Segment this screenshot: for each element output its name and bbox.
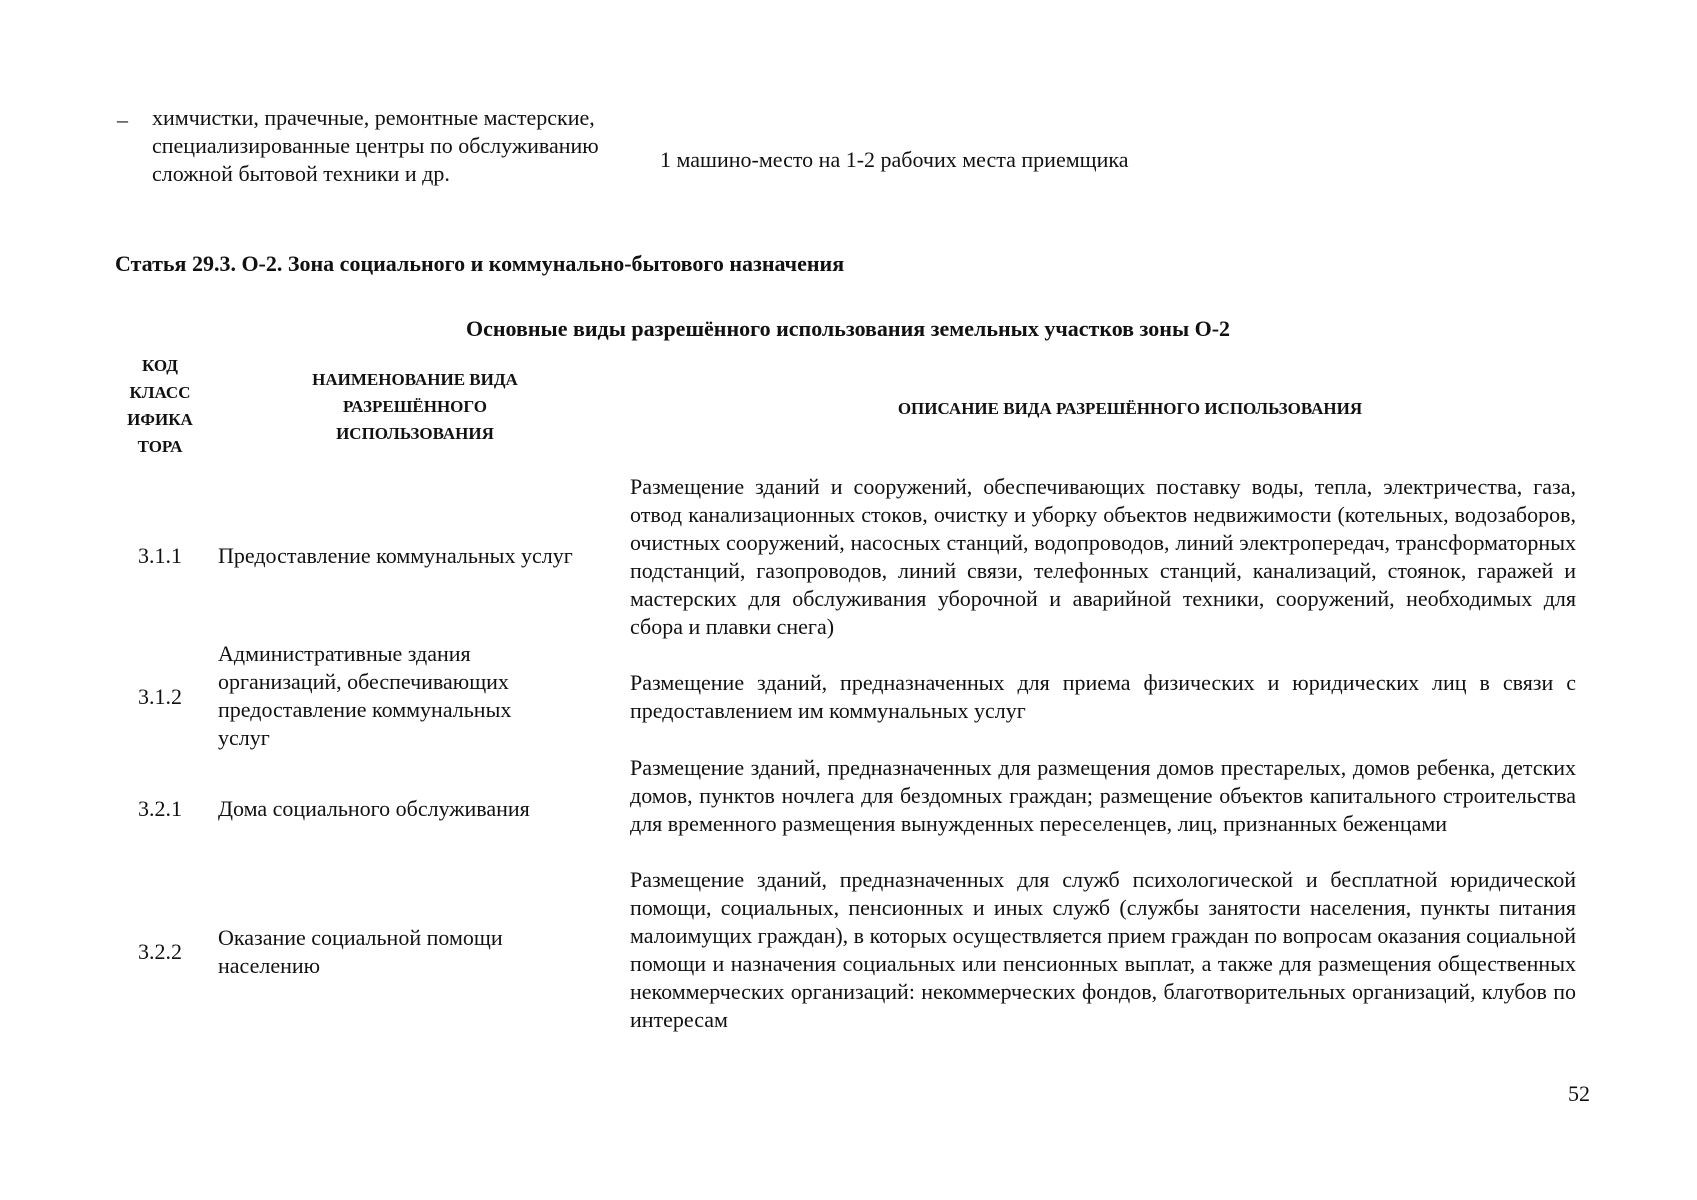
page-number: 52 xyxy=(1568,1081,1590,1106)
row-description: Размещение зданий, предназначенных для приема физических и юридических лиц в связи с предоставлением им коммунальных услуг xyxy=(630,670,1576,723)
header-code-line: КОД xyxy=(142,356,178,375)
row-description: Размещение зданий, предназначенных для служб психологической и бесплатной юридической помощи, социальных, пенсионных и иных служб (службы занятости населения, пункты питания малоимущих граждан), в которых осуществляется прием граждан по вопросам оказания социальной помощи и назначения социальных или пенсионных выплат, а также для размещения общественных некоммерческих организаций: некоммерческих фондов, благотворительных организаций, клубов по интересам xyxy=(630,867,1576,1032)
header-code-line: ТОРА xyxy=(137,437,183,456)
carry-over-norm: 1 машино-место на 1-2 рабочих места приемщика xyxy=(660,147,1129,172)
carry-over-item: химчистки, прачечные, ремонтные мастерские, специализированные центры по обслуживанию сложной бытовой техники и др. xyxy=(152,105,599,186)
header-description: ОПИСАНИЕ ВИДА РАЗРЕШЁННОГО ИСПОЛЬЗОВАНИЯ xyxy=(897,399,1363,418)
row-name: Дома социального обслуживания xyxy=(218,796,530,821)
row-description: Размещение зданий, предназначенных для размещения домов престарелых, домов ребенка, детских домов, пунктов ночлега для бездомных граждан; размещение объектов капитального строительства для временного размещения вынужденных переселенцев, лиц, признанных беженцами xyxy=(630,755,1576,836)
row-code: 3.2.1 xyxy=(138,796,182,821)
row-code: 3.1.1 xyxy=(138,543,182,568)
header-name-line: ИСПОЛЬЗОВАНИЯ xyxy=(336,424,494,443)
table-title: Основные виды разрешённого использования земельных участков зоны О-2 xyxy=(466,316,1231,341)
header-name-line: РАЗРЕШЁННОГО xyxy=(342,397,488,416)
row-code: 3.2.2 xyxy=(138,939,182,964)
list-dash: – xyxy=(117,107,128,132)
row-name: Предоставление коммунальных услуг xyxy=(218,543,573,568)
header-name-line: НАИМЕНОВАНИЕ ВИДА xyxy=(312,370,518,389)
header-code-line: КЛАСС xyxy=(129,383,191,402)
header-code xyxy=(110,352,210,460)
row-description: Размещение зданий и сооружений, обеспечивающих поставку воды, тепла, электричества, газа, отвод канализационных стоков, очистку и уборку объектов недвижимости (котельных, водозаборов, очистных сооружений, насосных станций, водопроводов, линий электропередач, трансформаторных подстанций, газопроводов, линий связи, телефонных станций, канализаций, стоянок, гаражей и мастерских для обслуживания уборочной и аварийной техники, сооружений, необходимых для сбора и плавки снега) xyxy=(630,474,1576,639)
row-name: Административные здания организаций, обеспечивающих предоставление коммунальных услуг xyxy=(218,641,512,750)
row-name: Оказание социальной помощи населению xyxy=(218,925,503,978)
row-code: 3.1.2 xyxy=(138,684,182,709)
header-name xyxy=(265,366,565,447)
header-code-line: ИФИКА xyxy=(127,410,193,429)
article-heading: Статья 29.3. О-2. Зона социального и коммунально-бытового назначения xyxy=(115,251,845,276)
